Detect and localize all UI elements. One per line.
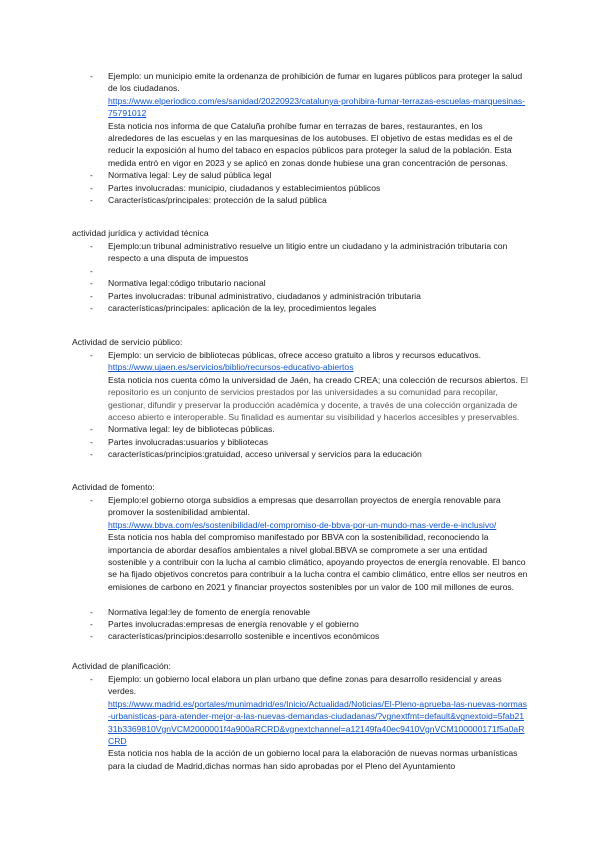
empty-line [108, 265, 528, 277]
bullet: - [90, 449, 93, 460]
news-link[interactable]: https://www.bbva.com/es/sostenibilidad/el-compromiso-de-bbva-por-un-mundo-mas-verde-e-inclusivo/ [108, 519, 497, 530]
list-item [0, 169, 600, 181]
news-link[interactable]: https://www.ujaen.es/servicios/biblio/recursos-educativo-abiertos [108, 362, 354, 373]
list-item [0, 70, 600, 169]
list-item [0, 673, 600, 772]
caract-text: características/principios:gratuidad, acceso universal y servicios para la educación [108, 449, 422, 460]
bullet: - [90, 265, 93, 276]
bullet: - [90, 350, 93, 360]
news-summary: Esta noticia nos habla de la acción de un gobierno local para la elaboración de nuevas normas urbanísticas para la ciudad de Madrid,dichas normas han sido aprobadas por el Pleno del Ayuntamiento [108, 748, 518, 771]
partes-text: Partes involucradas: tribunal administrativo, ciudadanos y administración tributaria [108, 290, 421, 301]
list-item [0, 423, 600, 435]
bullet: - [90, 182, 93, 193]
list-item-empty [0, 265, 600, 277]
section-title-juridica: actividad jurídica y actividad técnica [72, 228, 209, 238]
news-summary: Esta noticia nos habla del compromiso manifestado por BBVA con la sostenibilidad, reconociendo la importancia de abordar desafíos ambientales a nivel global.BBVA se compromete a ser una entidad sostenible y a contribuir con la lucha al cambio climático, apoyando proyectos de energía renovable. El banco se ha fijado objetivos concretos para contribuir a la lucha contra el cambio climático, entre ellos ser neutros en emisiones de carbono en 2021 y financiar proyectos sostenibles por un valor de 100 mil millones de euros. [108, 532, 528, 592]
caract-text: Características/principales: protección de la salud pública [108, 195, 327, 206]
norma-text: Normativa legal:código tributario nacional [108, 278, 266, 289]
planificacion-list [0, 673, 600, 772]
section-title-servicio: Actividad de servicio público: [72, 337, 183, 347]
news-summary-rest: El repositorio es un conjunto de servicios prestados por las universidades a su comunidad para recopilar, gestionar, difundir y preservar la producción académica y docente, a través de una colección organizada de acceso abierto e interoperable. Su finalidad es aumentar su visibilidad y hacerlos accesibles y preservables. [108, 374, 528, 423]
caract-text: características/principios:desarrollo sostenible e incentivos económicos [108, 631, 380, 642]
list-item [0, 494, 600, 606]
list-item [0, 277, 600, 289]
servicio-list [0, 349, 600, 461]
blank-line [108, 593, 528, 605]
list-item [0, 182, 600, 194]
bullet: - [90, 195, 93, 206]
norma-text: Normativa legal: Ley de salud pública legal [108, 170, 272, 181]
bullet: - [90, 619, 93, 630]
bullet: - [90, 241, 93, 251]
list-item [0, 448, 600, 460]
section-title-fomento: Actividad de fomento: [72, 482, 155, 492]
bullet: - [90, 606, 93, 617]
news-link[interactable]: https://www.elperiodico.com/es/sanidad/20220923/catalunya-prohibira-fumar-terrazas-escuelas-marquesinas-75791012 [108, 95, 526, 119]
bullet: - [90, 303, 93, 314]
partes-text: Partes involucradas:usuarios y bibliotecas [108, 436, 269, 447]
list-item [0, 302, 600, 314]
news-summary: Esta noticia nos informa de que Cataluña prohíbe fumar en terrazas de bares, restaurantes, en los alrededores de las escuelas y en las marquesinas de los autobuses. El objetivo de estas medidas es el de reducir la exposición al humo del tabaco en espacios públicos para proteger la salud de la población. Esta medida entró en vigor en 2023 y se aplicó en zonas donde hubiese una gran concentración de personas. [108, 120, 513, 168]
juridica-list [0, 240, 600, 314]
partes-text: Partes involucradas: municipio, ciudadanos y establecimientos públicos [108, 182, 381, 193]
list-item [0, 194, 600, 206]
norma-text: Normativa legal:ley de fomento de energía renovable [108, 606, 311, 617]
bullet: - [90, 424, 93, 435]
bullet: - [90, 495, 93, 505]
caract-text: características/principales: aplicación de la ley, procedimientos legales [108, 303, 377, 314]
bullet: - [90, 278, 93, 289]
top-list [0, 70, 600, 206]
list-item [0, 630, 600, 642]
example-text: Ejemplo: un servicio de bibliotecas públicas, ofrece acceso gratuito a libros y recursos educativos. [108, 350, 482, 360]
example-text: Ejemplo:el gobierno otorga subsidios a empresas que desarrollan proyectos de energía renovable para promover la sostenibilidad ambiental. [108, 495, 501, 518]
bullet: - [90, 436, 93, 447]
partes-text: Partes involucradas:empresas de energía renovable y el gobierno [108, 619, 359, 630]
example-text: Ejemplo:un tribunal administrativo resuelve un litigio entre un ciudadano y la administración tributaria con respecto a una disputa de impuestos [108, 241, 508, 264]
list-item [0, 240, 600, 265]
list-item [0, 349, 600, 423]
news-summary-lead: Esta noticia nos cuenta cómo la universidad de Jaén, ha creado CREA; una colección de recursos abiertos. [108, 374, 518, 385]
example-text: Ejemplo: un gobierno local elabora un plan urbano que define zonas para desarrollo residencial y areas verdes. [108, 674, 502, 697]
news-link[interactable]: https://www.madrid.es/portales/munimadrid/es/Inicio/Actualidad/Noticias/El-Pleno-aprueba-las-nuevas-normas-urbanisticas-para-atender-mejor-a-las-nuevas-demandas-ciudadanas/?vgnextfmt=default&vgnextoid=5fab2131b3369810VgnVCM2000001f4a900aRCRD&vgnextchannel=a12149fa40ec9410VgnVCM100000171f5a0aRCRD [108, 698, 527, 747]
bullet: - [90, 170, 93, 181]
bullet: - [90, 674, 93, 684]
list-item [0, 436, 600, 448]
list-item [0, 606, 600, 618]
example-text: Ejemplo: un municipio emite la ordenanza de prohibición de fumar en lugares públicos para proteger la salud de los ciudadanos. [108, 71, 523, 94]
list-item [0, 618, 600, 630]
norma-text: Normativa legal: ley de bibliotecas públicas. [108, 424, 275, 435]
bullet: - [90, 631, 93, 642]
list-item [0, 290, 600, 302]
news-summary [108, 374, 528, 424]
bullet: - [90, 290, 93, 301]
bullet: - [90, 71, 93, 81]
fomento-list [0, 494, 600, 643]
section-title-planificacion: Actividad de planificación: [72, 661, 171, 671]
